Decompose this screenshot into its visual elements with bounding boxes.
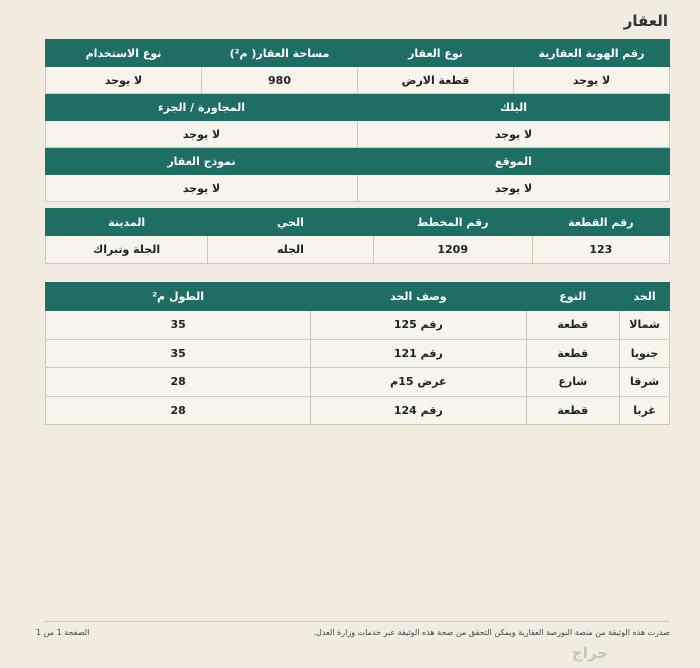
watermark: حراج — [572, 644, 609, 662]
header-length: الطول م² — [46, 283, 311, 311]
cell-boundary: شمالا — [620, 311, 670, 340]
page-number: الصفحة 1 من 1 — [36, 628, 90, 637]
header-property-type: نوع العقار — [358, 40, 514, 67]
header-type: النوع — [526, 283, 620, 311]
header-boundary-description: وصف الحد — [311, 283, 526, 311]
table-row — [46, 175, 670, 202]
cell-type: قطعة — [526, 311, 620, 340]
header-location: الموقع — [358, 148, 670, 175]
value-neighborhood-part: لا يوجد — [46, 121, 358, 148]
location-table — [45, 208, 670, 264]
table-row — [46, 311, 670, 340]
table-row — [46, 40, 670, 67]
value-usage-type: لا يوجد — [46, 67, 202, 94]
value-city: الجلة وتبراك — [46, 236, 208, 264]
cell-length: 35 — [46, 339, 311, 368]
footer-note: صدرت هذه الوثيقة من منصة البورصة العقارية ويمكن التحقق من صحة هذه الوثيقة عبر خدمات وزارة العدل. — [313, 628, 670, 637]
header-city: المدينة — [46, 209, 208, 236]
value-property-type: قطعة الارض — [358, 67, 514, 94]
cell-type: قطعة — [526, 396, 620, 425]
value-district: الجله — [208, 236, 373, 264]
cell-length: 28 — [46, 368, 311, 397]
header-property-model: نموذج العقار — [46, 148, 358, 175]
header-property-id: رقم الهوية العقارية — [514, 40, 670, 67]
cell-boundary: غربا — [620, 396, 670, 425]
cell-boundary: شرقا — [620, 368, 670, 397]
value-property-area: 980 — [202, 67, 358, 94]
header-usage-type: نوع الاستخدام — [46, 40, 202, 67]
value-plan-number: 1209 — [373, 236, 532, 264]
header-boundary: الحد — [620, 283, 670, 311]
header-plot-number: رقم القطعة — [532, 209, 669, 236]
table-row — [46, 148, 670, 175]
cell-boundary: جنوبا — [620, 339, 670, 368]
table-row — [46, 283, 670, 311]
header-neighborhood-part: المجاورة / الجزء — [46, 94, 358, 121]
cell-length: 35 — [46, 311, 311, 340]
header-property-area: مساحة العقار( م²) — [202, 40, 358, 67]
table-row — [46, 396, 670, 425]
value-location: لا يوجد — [358, 175, 670, 202]
cell-description: عرض 15م — [311, 368, 526, 397]
table-row — [46, 121, 670, 148]
table-row — [46, 67, 670, 94]
cell-description: رقم 121 — [311, 339, 526, 368]
value-plot-number: 123 — [532, 236, 669, 264]
footer-divider — [45, 621, 670, 622]
table-row — [46, 339, 670, 368]
cell-description: رقم 124 — [311, 396, 526, 425]
header-plan-number: رقم المخطط — [373, 209, 532, 236]
header-block: البلك — [358, 94, 670, 121]
table-row — [46, 209, 670, 236]
cell-type: شارع — [526, 368, 620, 397]
value-block: لا يوجد — [358, 121, 670, 148]
value-property-model: لا يوجد — [46, 175, 358, 202]
header-district: الحي — [208, 209, 373, 236]
table-row — [46, 94, 670, 121]
section-title: العقار — [623, 12, 668, 30]
table-row — [46, 236, 670, 264]
cell-type: قطعة — [526, 339, 620, 368]
property-info-table — [45, 39, 670, 202]
table-row — [46, 368, 670, 397]
cell-description: رقم 125 — [311, 311, 526, 340]
cell-length: 28 — [46, 396, 311, 425]
value-property-id: لا يوجد — [514, 67, 670, 94]
bounds-table — [45, 282, 670, 425]
